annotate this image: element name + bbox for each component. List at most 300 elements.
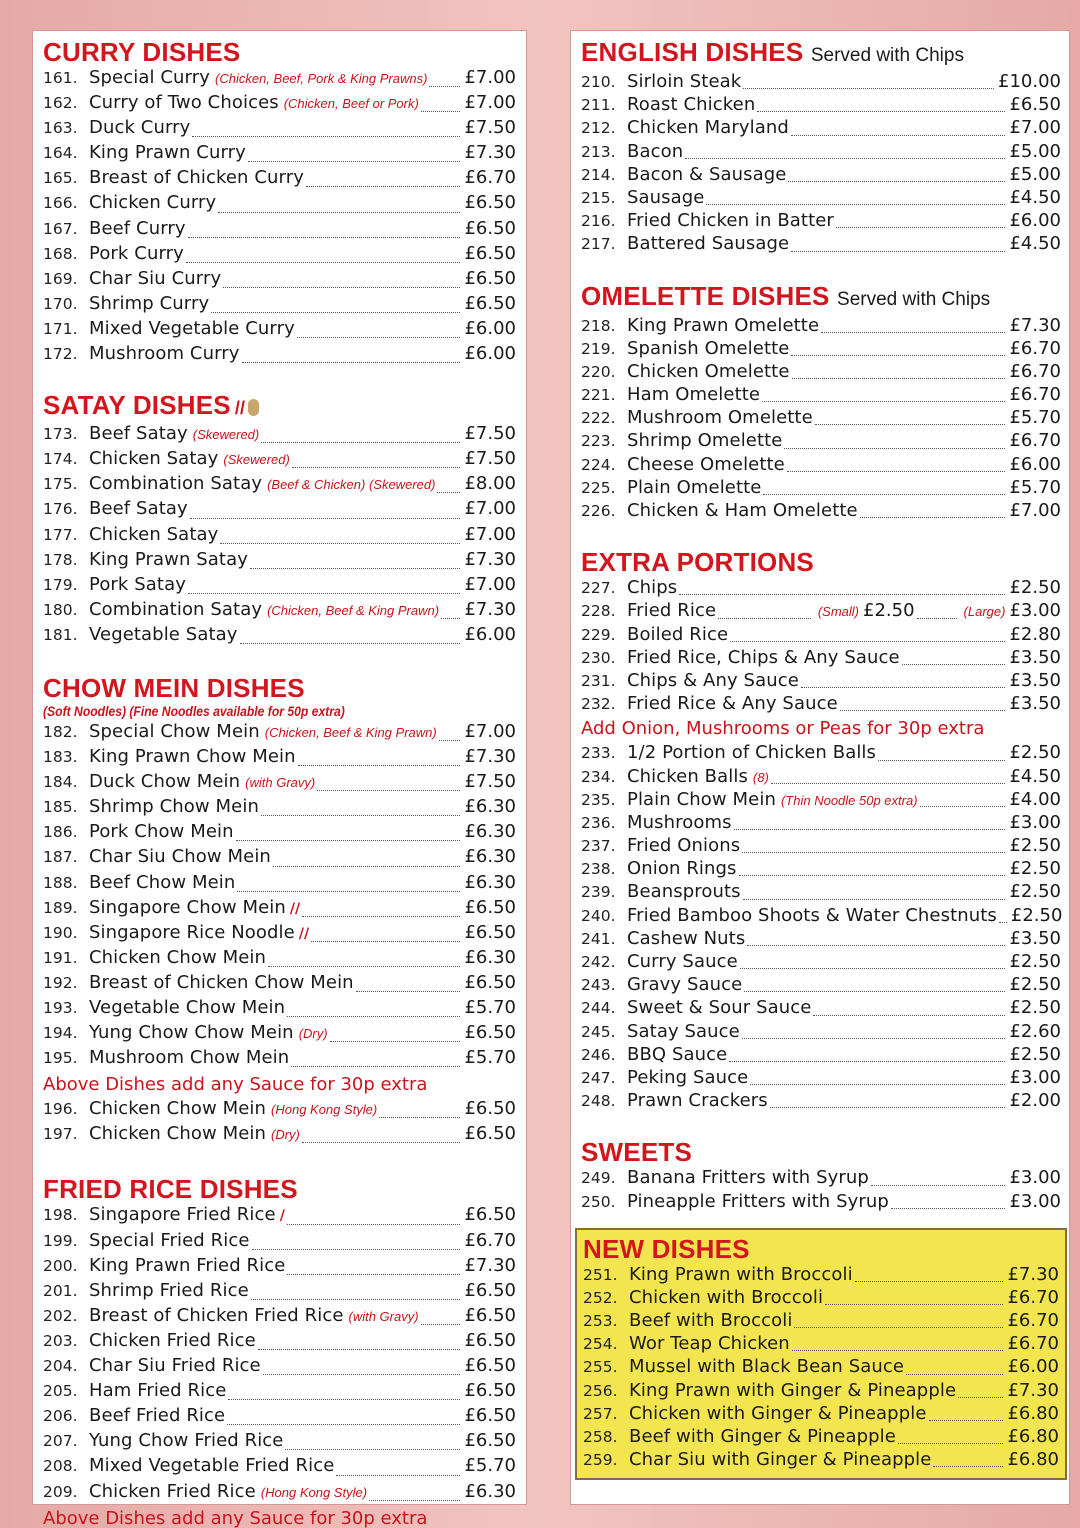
item-name: Special Chow Mein	[89, 720, 260, 742]
menu-item	[581, 117, 1061, 140]
item-number: 255.	[583, 1358, 618, 1377]
menu-item	[581, 1044, 1061, 1067]
nut-icon	[248, 399, 259, 416]
leader-dots	[742, 852, 1005, 853]
item-price: £7.00	[464, 523, 516, 545]
leader-dots	[763, 494, 1005, 495]
menu-item	[581, 670, 1061, 693]
item-name: Breast of Chicken Chow Mein	[89, 971, 354, 993]
leader-dots	[258, 1349, 461, 1350]
menu-column-right	[570, 30, 1070, 1505]
item-name: Fried Chicken in Batter	[627, 210, 834, 232]
item-name: Beef Satay	[89, 423, 188, 445]
item-name: Beef Fried Rice	[89, 1405, 226, 1427]
item-name: Wor Teap Chicken	[629, 1333, 790, 1355]
item-price: £5.70	[464, 1455, 516, 1477]
leader-dots	[186, 262, 461, 263]
item-name: Beef Chow Mein	[89, 871, 236, 893]
item-price-small: £2.50	[863, 600, 915, 622]
chili-icon: /	[279, 1208, 285, 1225]
menu-item	[43, 1123, 516, 1148]
menu-item	[583, 1333, 1059, 1356]
menu-item	[583, 1403, 1059, 1426]
item-note: (Thin Noodle 50p extra)	[780, 792, 918, 808]
item-number: 239.	[581, 883, 616, 902]
menu-item	[43, 268, 516, 293]
extra-note: Above Dishes add any Sauce for 30p extra	[43, 1507, 428, 1528]
leader-dots	[356, 991, 461, 992]
item-number: 247.	[581, 1068, 616, 1087]
item-price: £2.50	[1009, 742, 1061, 764]
item-price: £6.50	[464, 1022, 516, 1044]
leader-dots	[770, 1107, 1006, 1108]
item-name: Chicken Fried Rice	[89, 1480, 256, 1502]
item-price: £7.00	[464, 498, 516, 520]
item-number: 192.	[43, 973, 78, 992]
menu-item	[43, 821, 516, 846]
item-number: 214.	[581, 165, 616, 184]
item-name: King Prawn Satay	[89, 548, 248, 570]
leader-dots	[706, 204, 1005, 205]
item-name: Chicken Satay	[89, 523, 219, 545]
item-number: 223.	[581, 432, 616, 451]
item-price: £2.50	[1009, 835, 1061, 857]
menu-item	[583, 1426, 1059, 1449]
menu-item	[43, 771, 516, 796]
leader-dots	[917, 618, 957, 619]
extra-note: Add Onion, Mushrooms or Peas for 30p extra	[581, 718, 985, 740]
item-name: Banana Fritters with Syrup	[627, 1167, 869, 1189]
item-number: 256.	[583, 1381, 618, 1400]
item-price: £5.70	[464, 1047, 516, 1069]
item-name: Pineapple Fritters with Syrup	[627, 1190, 889, 1212]
menu-item	[43, 1405, 516, 1430]
item-name: Combination Satay	[89, 598, 263, 620]
menu-item	[581, 384, 1061, 407]
item-price: £6.50	[464, 1204, 516, 1226]
item-name: Combination Satay	[89, 473, 263, 495]
item-price: £2.80	[1009, 623, 1061, 645]
menu-item	[581, 1191, 1061, 1214]
section-title-text: OMELETTE DISHES	[581, 280, 830, 311]
item-price: £2.50	[1009, 974, 1061, 996]
item-number: 245.	[581, 1022, 616, 1041]
leader-dots	[757, 111, 1005, 112]
item-name: Mushroom Curry	[89, 343, 240, 365]
item-note: (Chicken, Beef & King Prawn)	[267, 602, 440, 618]
item-note: (Small)	[817, 604, 860, 620]
leader-dots	[813, 1015, 1005, 1016]
menu-item	[43, 574, 516, 599]
item-price: £6.50	[464, 971, 516, 993]
item-number: 180.	[43, 600, 78, 619]
item-number: 246.	[581, 1045, 616, 1064]
item-number: 222.	[581, 409, 616, 428]
item-name: Chicken with Broccoli	[629, 1286, 824, 1308]
item-number: 171.	[43, 319, 78, 338]
item-number: 169.	[43, 269, 78, 288]
leader-dots	[739, 875, 1006, 876]
item-price: £6.70	[1009, 360, 1061, 382]
item-number: 202.	[43, 1306, 78, 1325]
item-name: Pork Satay	[89, 573, 186, 595]
item-price: £10.00	[998, 71, 1061, 92]
item-name: Chicken Curry	[89, 192, 217, 214]
item-price: £6.50	[464, 1430, 516, 1452]
item-number: 250.	[581, 1192, 616, 1211]
leader-dots	[285, 1449, 460, 1450]
section-chowmein	[43, 673, 516, 1149]
menu-item	[43, 1481, 516, 1506]
leader-dots	[840, 710, 1006, 711]
item-name: Pork Curry	[89, 242, 184, 264]
leader-dots	[825, 1304, 1003, 1305]
section-title	[581, 37, 1061, 71]
menu-item	[43, 142, 516, 167]
item-number: 181.	[43, 625, 78, 644]
item-name: Cheese Omelette	[627, 453, 785, 475]
item-price: £7.30	[464, 746, 516, 768]
menu-item	[583, 1287, 1059, 1310]
item-name: Gravy Sauce	[627, 974, 743, 996]
item-price: £3.50	[1009, 927, 1061, 949]
item-name: Vegetable Satay	[89, 623, 238, 645]
item-name: Special Fried Rice	[89, 1229, 250, 1251]
menu-item	[43, 746, 516, 771]
item-name: Fried Bamboo Shoots & Water Chestnuts	[627, 904, 997, 926]
leader-dots	[188, 237, 461, 238]
item-note: (with Gravy)	[348, 1308, 419, 1324]
leader-dots	[369, 1500, 460, 1501]
item-number: 254.	[583, 1335, 618, 1354]
item-price: £6.50	[1009, 94, 1061, 116]
leader-dots	[836, 227, 1006, 228]
item-price: £2.50	[1009, 881, 1061, 903]
item-price: £5.70	[1009, 476, 1061, 498]
leader-dots	[920, 806, 1006, 807]
menu-item	[581, 1067, 1061, 1090]
item-name: Yung Chow Chow Mein	[89, 1022, 294, 1044]
leader-dots	[906, 1374, 1003, 1375]
item-price: £6.70	[1009, 430, 1061, 452]
item-price: £6.80	[1007, 1426, 1059, 1447]
item-price: £6.00	[1009, 453, 1061, 475]
item-name: Chicken & Ham Omelette	[627, 500, 858, 521]
leader-dots	[302, 916, 460, 917]
menu-item	[581, 1167, 1061, 1190]
leader-dots	[744, 991, 1005, 992]
item-number: 209.	[43, 1482, 78, 1501]
item-name: Chicken Fried Rice	[89, 1329, 256, 1351]
leader-dots	[929, 1420, 1004, 1421]
item-number: 233.	[581, 744, 616, 763]
item-name: Duck Curry	[89, 117, 191, 139]
item-number: 164.	[43, 144, 78, 163]
item-name: Mussel with Black Bean Sauce	[629, 1356, 905, 1378]
item-price: £6.50	[464, 921, 516, 943]
item-price: £3.50	[1009, 646, 1061, 668]
leader-dots	[898, 1443, 1004, 1444]
leader-dots	[236, 840, 461, 841]
extra-note: Above Dishes add any Sauce for 30p extra	[43, 1074, 428, 1096]
menu-item	[43, 549, 516, 574]
item-number: 242.	[581, 953, 616, 971]
item-number: 232.	[581, 695, 616, 714]
item-price: £3.00	[1009, 1066, 1061, 1088]
item-number: 240.	[581, 906, 616, 925]
leader-dots	[263, 1374, 461, 1375]
leader-dots	[902, 664, 1006, 665]
leader-dots	[743, 899, 1006, 900]
item-number: 201.	[43, 1281, 78, 1300]
leader-dots	[291, 1066, 460, 1067]
item-price: £6.70	[1009, 337, 1061, 359]
item-name: Chicken Omelette	[627, 360, 790, 382]
item-name: Bacon	[627, 140, 684, 162]
leader-dots	[237, 891, 460, 892]
section-english	[581, 37, 1061, 257]
leader-dots	[261, 442, 460, 443]
item-number: 184.	[43, 773, 78, 792]
item-number: 213.	[581, 142, 616, 161]
leader-dots	[794, 1327, 1003, 1328]
item-number: 178.	[43, 550, 78, 569]
item-number: 188.	[43, 873, 78, 892]
item-price: £6.50	[464, 896, 516, 918]
section-friedrice	[43, 1174, 516, 1528]
item-number: 187.	[43, 848, 78, 867]
section-subtitle: Served with Chips	[810, 45, 964, 66]
item-name: Beef with Broccoli	[629, 1310, 793, 1332]
item-name: BBQ Sauce	[627, 1043, 728, 1065]
menu-item	[581, 187, 1061, 210]
item-number: 204.	[43, 1357, 78, 1376]
item-price: £8.00	[464, 473, 516, 495]
menu-item	[43, 448, 516, 473]
item-name: Chicken Maryland	[627, 117, 789, 139]
item-name: Chicken Satay	[89, 448, 219, 470]
item-number: 259.	[583, 1451, 618, 1470]
item-price: £2.50	[1010, 904, 1063, 926]
item-number: 168.	[43, 244, 78, 263]
item-name: Shrimp Omelette	[627, 430, 783, 452]
menu-item	[43, 473, 516, 498]
item-name: Satay Sauce	[627, 1020, 740, 1042]
section-curry	[43, 37, 516, 368]
item-price: £4.00	[1009, 788, 1061, 810]
item-price: £6.70	[1007, 1333, 1059, 1355]
item-note: (Chicken, Beef & King Prawn)	[264, 724, 437, 740]
item-name: Char Siu Chow Mein	[89, 846, 271, 868]
leader-dots	[220, 543, 460, 544]
item-number: 196.	[43, 1100, 78, 1119]
section-title	[43, 1174, 516, 1204]
item-name: Singapore Chow Mein	[89, 896, 286, 918]
item-price: £2.50	[1009, 858, 1061, 880]
section-satay	[43, 390, 516, 649]
item-number: 253.	[583, 1312, 618, 1331]
menu-item	[583, 1310, 1059, 1333]
menu-item	[581, 974, 1061, 997]
item-name: Plain Chow Mein	[627, 788, 776, 810]
item-price: £6.00	[1009, 210, 1061, 232]
menu-item	[43, 318, 516, 343]
item-price: £3.00	[1009, 1190, 1061, 1212]
item-price: £7.00	[464, 573, 516, 595]
item-number: 248.	[581, 1092, 616, 1111]
item-name: Fried Rice	[627, 600, 717, 622]
leader-dots	[251, 1299, 461, 1300]
item-price: £7.50	[464, 117, 516, 139]
leader-dots	[268, 966, 460, 967]
item-number: 163.	[43, 119, 78, 138]
item-name: Onion Rings	[627, 858, 737, 880]
menu-item	[43, 192, 516, 217]
leader-dots	[784, 448, 1005, 449]
item-price: £6.00	[464, 317, 516, 339]
item-number: 229.	[581, 625, 616, 644]
item-price: £7.50	[464, 771, 516, 793]
menu-item	[43, 599, 516, 624]
item-price: £6.30	[464, 946, 516, 968]
section-title	[581, 1137, 1061, 1167]
menu-item	[581, 858, 1061, 881]
leader-dots	[933, 1466, 1003, 1467]
item-price: £7.30	[464, 142, 516, 164]
item-name: Peking Sauce	[627, 1066, 749, 1088]
leader-dots	[421, 111, 461, 112]
leader-dots	[317, 790, 460, 791]
leader-dots	[734, 829, 1006, 830]
item-name: Spanish Omelette	[627, 337, 790, 359]
menu-item	[581, 624, 1061, 647]
item-name: Breast of Chicken Fried Rice	[89, 1304, 344, 1326]
leader-dots	[223, 287, 460, 288]
item-name: Sirloin Steak	[627, 71, 742, 92]
section-omelette	[581, 281, 1061, 524]
menu-item	[581, 951, 1061, 974]
menu-item	[581, 233, 1061, 256]
item-price: £6.70	[464, 167, 516, 189]
menu-item	[581, 407, 1061, 430]
section-title	[43, 37, 516, 67]
item-number: 258.	[583, 1428, 618, 1446]
item-price: £6.50	[464, 217, 516, 239]
leader-dots	[801, 687, 1006, 688]
item-number: 167.	[43, 219, 78, 238]
menu-item	[43, 1098, 516, 1123]
item-name: Chicken Balls	[627, 765, 748, 787]
menu-column-left	[32, 30, 527, 1528]
item-number: 219.	[581, 339, 616, 358]
leader-dots	[871, 1185, 1006, 1186]
menu-item	[581, 577, 1061, 600]
item-price: £6.50	[464, 1405, 516, 1427]
item-number: 193.	[43, 999, 78, 1017]
item-number: 200.	[43, 1256, 78, 1275]
item-name: Char Siu with Ginger & Pineapple	[629, 1449, 932, 1471]
leader-dots	[287, 1224, 461, 1225]
item-name: Ham Fried Rice	[89, 1380, 227, 1402]
menu-item	[43, 796, 516, 821]
leader-dots	[730, 641, 1005, 642]
leader-dots	[685, 158, 1005, 159]
leader-dots	[821, 332, 1005, 333]
menu-item	[581, 338, 1061, 361]
menu-item	[43, 117, 516, 142]
item-price: £6.50	[464, 242, 516, 264]
menu-item	[581, 315, 1061, 338]
menu-item	[581, 928, 1061, 951]
section-title	[581, 547, 1061, 577]
item-number: 203.	[43, 1331, 78, 1350]
leader-dots	[273, 866, 461, 867]
item-name: Beef Satay	[89, 498, 188, 520]
item-name: 1/2 Portion of Chicken Balls	[627, 742, 877, 764]
section-title-text: ENGLISH DISHES	[581, 37, 804, 67]
item-price: £2.50	[1009, 577, 1061, 599]
item-name: King Prawn with Broccoli	[629, 1263, 853, 1285]
menu-item	[581, 742, 1061, 765]
leader-dots	[750, 1084, 1005, 1085]
item-price: £6.30	[464, 871, 516, 893]
menu-item	[43, 922, 516, 947]
section-note: (Soft Noodles) (Fine Noodles available for 50p extra)	[43, 703, 345, 719]
item-name: Prawn Crackers	[627, 1090, 768, 1112]
item-price: £5.70	[464, 997, 516, 1018]
item-name: Sweet & Sour Sauce	[627, 997, 812, 1019]
leader-dots	[302, 1142, 461, 1143]
item-number: 189.	[43, 898, 78, 917]
menu-item	[581, 430, 1061, 453]
item-price: £6.70	[1009, 384, 1061, 406]
item-number: 216.	[581, 212, 616, 231]
item-number: 252.	[583, 1288, 618, 1307]
item-number: 225.	[581, 478, 616, 497]
item-price: £4.50	[1009, 765, 1061, 787]
item-name: King Prawn Omelette	[627, 314, 820, 336]
item-price: £3.00	[1009, 811, 1061, 833]
item-price: £2.00	[1009, 1090, 1061, 1112]
item-note: (Hong Kong Style)	[271, 1102, 378, 1118]
leader-dots	[292, 467, 461, 468]
leader-dots	[429, 86, 460, 87]
menu-item	[581, 477, 1061, 500]
leader-dots	[792, 378, 1006, 379]
menu-item	[43, 1047, 516, 1072]
leader-dots	[815, 424, 1006, 425]
item-name: Beef with Ginger & Pineapple	[629, 1426, 896, 1447]
item-number: 194.	[43, 1024, 78, 1043]
menu-item	[43, 1255, 516, 1280]
chili-icon: //	[234, 398, 246, 419]
item-name: Curry Sauce	[627, 951, 738, 972]
item-price: £6.50	[464, 267, 516, 289]
item-name: Mushroom Omelette	[627, 407, 813, 429]
item-name: Battered Sausage	[627, 233, 790, 255]
item-name: Fried Rice, Chips & Any Sauce	[627, 646, 900, 668]
menu-item	[581, 905, 1061, 928]
item-number: 210.	[581, 73, 616, 91]
leader-dots	[742, 1038, 1006, 1039]
leader-dots	[306, 186, 461, 187]
menu-item	[581, 997, 1061, 1020]
item-number: 224.	[581, 455, 616, 474]
item-price: £7.00	[1009, 117, 1061, 139]
chili-icon: //	[289, 900, 301, 917]
item-price: £7.30	[1007, 1263, 1059, 1285]
item-price: £7.00	[1009, 500, 1061, 521]
